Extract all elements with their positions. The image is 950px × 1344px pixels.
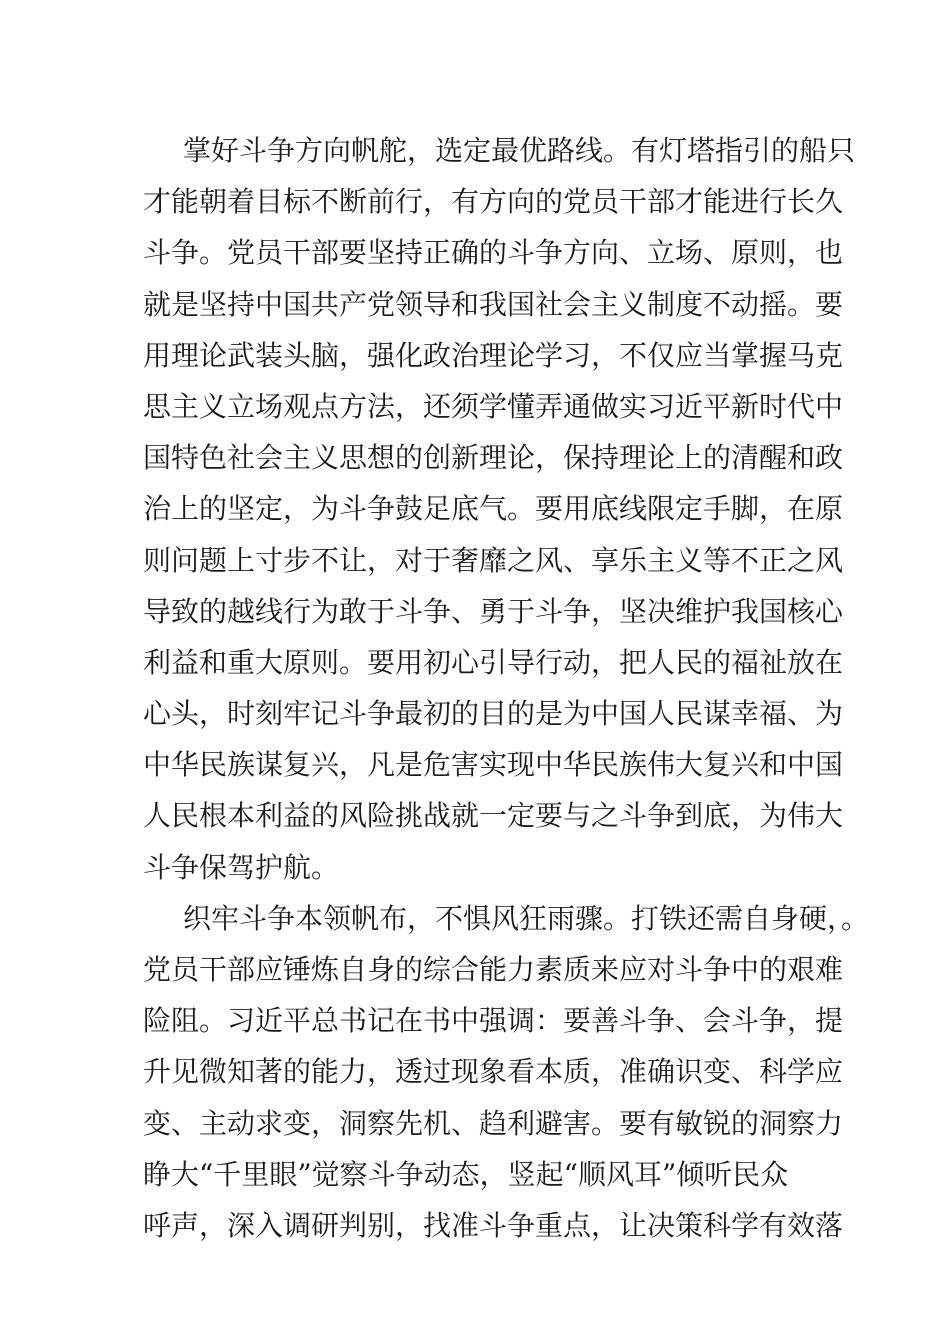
paragraph-line: 睁大“千里眼”觉察斗争动态，竖起“顺风耳”倾听民众 [143,1157,789,1191]
paragraph-line: 则问题上寸步不让，对于奢靡之风、享乐主义等不正之风 [143,543,844,577]
paragraph-line: 就是坚持中国共产党领导和我国社会主义制度不动摇。要 [143,287,844,321]
paragraph-line: 党员干部应锤炼自身的综合能力素质来应对斗争中的艰难 [143,953,844,986]
paragraph-line: 用理论武装头脑，强化政治理论学习，不仅应当掌握马克 [143,338,844,372]
paragraph-line: 中华民族谋复兴，凡是危害实现中华民族伟大复兴和中国 [143,748,844,782]
paragraph-line: 心头，时刻牢记斗争最初的目的是为中国人民谋幸福、为 [143,697,844,731]
paragraph-line: 治上的坚定，为斗争鼓足底气。要用底线限定手脚，在原 [143,492,844,526]
paragraph-line: 升见微知著的能力，透过现象看本质，准确识变、科学应 [143,1055,844,1089]
paragraph-line: 人民根本利益的风险挑战就一定要与之斗争到底，为伟大 [143,799,844,833]
paragraph-line: 思主义立场观点方法，还须学懂弄通做实习近平新时代中 [143,389,844,423]
paragraph-line: 织牢斗争本领帆布，不惧风狂雨骤。打铁还需自身硬，。 [183,901,870,935]
paragraph-line: 变、主动求变，洞察先机、趋利避害。要有敏锐的洞察力 [143,1106,844,1140]
paragraph-line: 利益和重大原则。要用初心引导行动，把人民的福祉放在 [143,645,844,679]
paragraph-line: 导致的越线行为敢于斗争、勇于斗争，坚决维护我国核心 [143,594,844,628]
document-body [143,125,870,1251]
paragraph-line: 掌好斗争方向帆舵，选定最优路线。有灯塔指引的船只 [183,134,856,167]
paragraph-line: 斗争。党员干部要坚持正确的斗争方向、立场、原则，也 [143,236,844,270]
paragraph-line: 斗争保驾护航。 [143,850,340,884]
paragraph-line: 险阻。习近平总书记在书中强调：要善斗争、会斗争，提 [143,1004,844,1038]
paragraph-line: 才能朝着目标不断前行，有方向的党员干部才能进行长久 [143,185,844,219]
paragraph-line: 国特色社会主义思想的创新理论，保持理论上的清醒和政 [143,441,844,475]
paragraph-1 [143,125,856,893]
paragraph-2 [143,893,870,1251]
paragraph-line: 呼声，深入调研判别，找准斗争重点，让决策科学有效落 [143,1208,844,1242]
